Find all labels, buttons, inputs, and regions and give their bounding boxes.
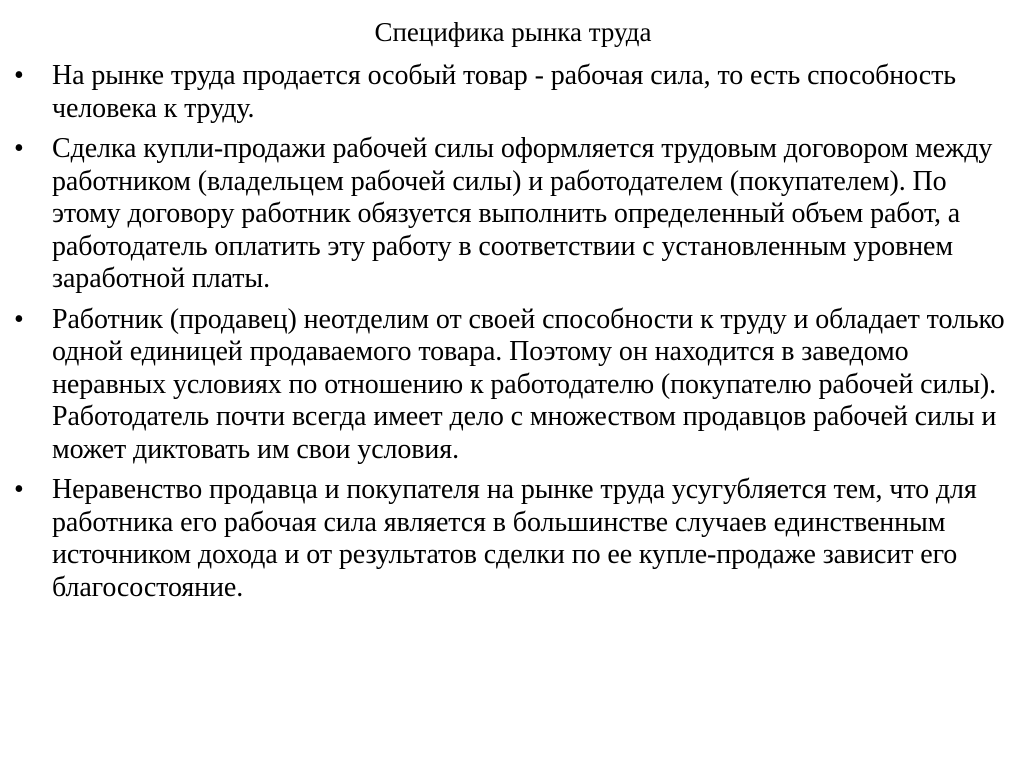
bullet-text: Неравенство продавца и покупателя на рынке труда усугубляется тем, что для работника его рабочая сила является в большинстве случаев единственным источником дохода и от результатов сделки по ее купле-продаже зависит его благосостояние. [52, 474, 977, 603]
bullet-icon: • [14, 133, 24, 164]
bullet-item [12, 474, 1014, 604]
bullet-item [12, 304, 1014, 467]
bullet-icon: • [14, 60, 24, 91]
bullet-text: Работник (продавец) неотделим от своей способности к труду и обладает только одной единицей продаваемого товара. Поэтому он находится в заведомо неравных условиях по отношению к работодателю (покупателю рабочей силы). Работодатель почти всегда имеет дело с множеством продавцов рабочей силы и может диктовать им свои условия. [52, 303, 1005, 465]
bullet-list [12, 60, 1014, 604]
bullet-icon: • [14, 474, 24, 505]
slide-title: Специфика рынка труда [374, 17, 652, 47]
bullet-text: На рынке труда продается особый товар - рабочая сила, то есть способность человека к труду. [52, 60, 956, 124]
bullet-text: Сделка купли-продажи рабочей силы оформляется трудовым договором между работником (владельцем рабочей силы) и работодателем (покупателем). По этому договору работник обязуется выполнить определенный объем работ, а работодатель оплатить эту работу в соответствии с установленным уровнем заработной платы. [52, 133, 993, 294]
bullet-icon: • [14, 303, 24, 335]
bullet-item [12, 133, 1014, 296]
bullet-item [12, 60, 1014, 125]
